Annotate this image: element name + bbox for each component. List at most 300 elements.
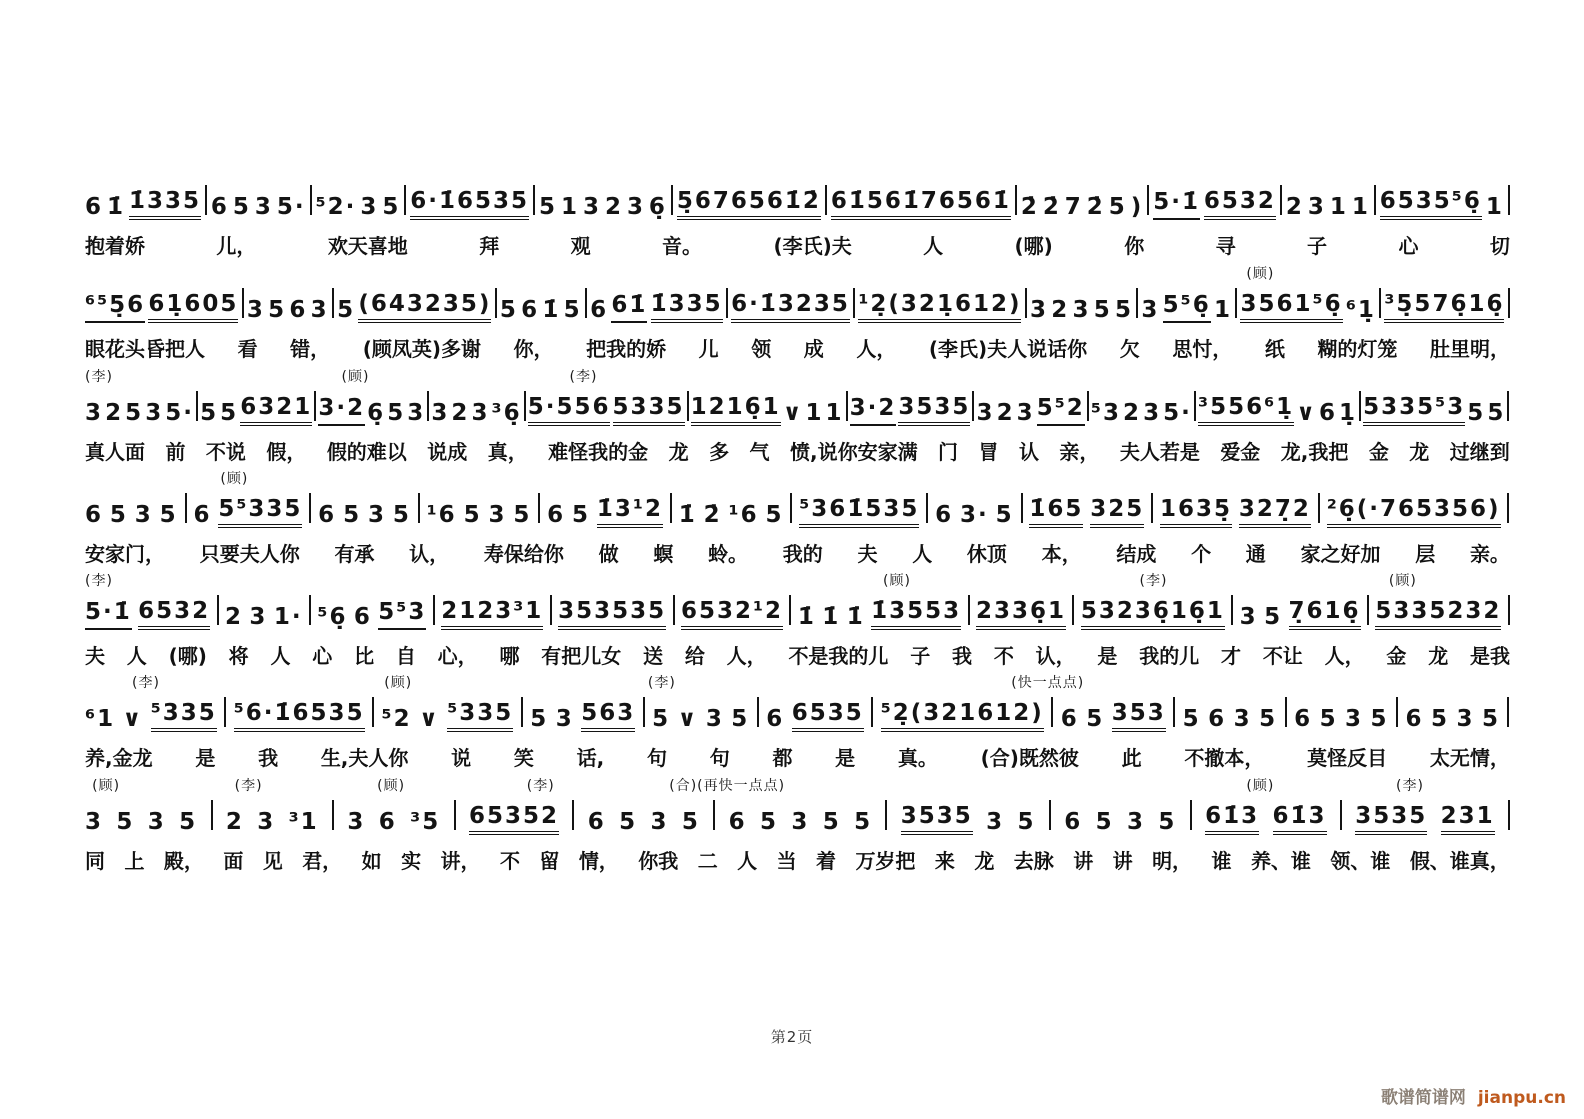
barline: [1367, 595, 1369, 625]
role-label: (李): [1139, 573, 1168, 589]
lyric-word: 同: [85, 849, 105, 873]
note-group: 5: [1487, 399, 1506, 426]
note-group: 5: [337, 296, 356, 323]
lyric-word: 你我: [638, 849, 679, 873]
note-group: 5·1̇: [1153, 190, 1200, 220]
note-group: 6: [1318, 399, 1337, 426]
note-group: 3: [1233, 705, 1252, 732]
watermark: [1381, 1083, 1566, 1108]
note-group: ): [1130, 193, 1144, 220]
lyric-word: 才: [1221, 644, 1242, 668]
note-group: 3: [1143, 399, 1162, 426]
note-group: 5·556: [528, 395, 611, 426]
lyric-word: 给: [684, 644, 705, 668]
barline: [404, 185, 406, 215]
lyric-word: 生,夫人你: [320, 746, 409, 770]
lyric-word: 蛉。: [708, 542, 749, 566]
lyric-word: 实: [401, 849, 422, 873]
note-group: 5: [1108, 193, 1127, 220]
lyric-word: 上: [124, 849, 145, 873]
barline: [1147, 185, 1149, 215]
note-group: 5: [854, 808, 873, 835]
role-label: (李): [569, 369, 598, 385]
system-5: [85, 570, 1510, 669]
lyric-word: 前: [165, 440, 186, 464]
note-group: 3·2: [850, 396, 897, 426]
lyric-word: 结成: [1116, 542, 1157, 566]
lyric-word: 心: [1398, 234, 1419, 258]
lyric-word: 本，: [1041, 542, 1082, 566]
note-group: 6: [1208, 705, 1227, 732]
note-group: 3: [986, 808, 1005, 835]
role-label-row: [85, 775, 1510, 795]
note-group: 5: [1319, 705, 1338, 732]
note-group: 231: [1441, 804, 1495, 835]
note-group: 2: [225, 808, 244, 835]
note-group: 3: [1141, 296, 1160, 323]
note-group: 353535: [558, 599, 666, 630]
note-group: 6: [587, 808, 606, 835]
note-group: ∨: [419, 705, 440, 732]
lyric-word: 夫人若是: [1119, 440, 1200, 464]
barline: [1173, 697, 1175, 727]
system-4: [85, 468, 1510, 567]
role-label: (李): [1396, 778, 1424, 794]
lyric-word: 送: [643, 644, 664, 668]
note-group: ¹6: [426, 501, 457, 528]
note-group: ⁵2·: [315, 193, 357, 220]
note-group: ⁵3: [1090, 399, 1121, 426]
barline: [427, 391, 429, 421]
note-group: 6: [766, 705, 785, 732]
lyric-word: 有承: [334, 542, 375, 566]
notes-line: [85, 180, 1510, 220]
lyric-word: 领、谁: [1330, 849, 1391, 873]
note-group: 5: [1182, 705, 1201, 732]
note-group: 2: [451, 399, 470, 426]
note-group: ⁶⁵5̣6: [85, 293, 145, 323]
lyric-word: 你，: [513, 337, 554, 361]
lyric-word: 层: [1415, 542, 1436, 566]
note-group: 2336̣1: [976, 599, 1066, 630]
lyric-word: 君，: [302, 849, 343, 873]
note-group: 3535: [898, 395, 970, 426]
note-group: 6535: [792, 701, 864, 732]
lyric-word: 去脉: [1013, 849, 1054, 873]
note-group: ⁵2̣(321612): [881, 701, 1044, 732]
barline: [673, 595, 675, 625]
lyric-word: 说: [451, 746, 472, 770]
role-label: (顾): [883, 573, 911, 589]
barline: [185, 493, 187, 523]
lyric-word: 肚里明，: [1430, 337, 1510, 361]
note-group: 5: [995, 501, 1014, 528]
lyric-word: 把我的娇: [586, 337, 667, 361]
note-group: 5: [1093, 296, 1112, 323]
role-label: (顾): [92, 778, 121, 794]
barline: [926, 493, 928, 523]
lyric-word: 来: [934, 849, 955, 873]
barline: [550, 595, 552, 625]
note-group: 5: [1430, 705, 1449, 732]
lyric-word: (李氏)夫: [773, 234, 852, 258]
lyrics-line: [85, 333, 1510, 362]
note-group: ³5̣576̣16̣: [1384, 292, 1504, 323]
lyric-word: 多: [709, 440, 730, 464]
note-group: 3: [1456, 705, 1475, 732]
notes-line: [85, 488, 1510, 528]
barline: [538, 493, 540, 523]
note-group: 5: [463, 501, 482, 528]
barline: [309, 595, 311, 625]
note-group: 1̇: [846, 603, 865, 630]
note-group: 2: [996, 399, 1015, 426]
barline: [757, 697, 759, 727]
note-group: ³6̣: [491, 399, 522, 426]
lyric-word: 明，: [1152, 849, 1193, 873]
notes-line: [85, 590, 1510, 630]
note-group: ∨: [1296, 399, 1317, 426]
note-group: 3: [145, 399, 164, 426]
note-group: 3: [1239, 603, 1258, 630]
note-group: 1̇3¹2: [597, 497, 663, 528]
lyric-word: 认，: [1035, 644, 1076, 668]
barline: [1507, 391, 1509, 421]
note-group: 3: [257, 808, 276, 835]
lyric-word: 糊的灯笼: [1317, 337, 1398, 361]
lyric-word: 不让: [1262, 644, 1303, 668]
lyric-word: 气: [749, 440, 770, 464]
barline: [1025, 288, 1027, 318]
note-group: 5: [1467, 399, 1486, 426]
lyric-word: 欠: [1119, 337, 1140, 361]
note-group: 5⁵335: [218, 497, 302, 528]
lyric-word: 金: [1368, 440, 1389, 464]
lyric-word: 欢天喜地: [327, 234, 408, 258]
note-group: 353: [1112, 701, 1166, 732]
lyrics-line: [85, 640, 1510, 669]
note-group: 5335: [613, 395, 685, 426]
note-group: 5: [1481, 705, 1500, 732]
role-label: (李): [85, 573, 113, 589]
watermark-link[interactable]: jianpu.cn: [1477, 1088, 1566, 1108]
note-group: ∨: [122, 705, 144, 732]
note-group: 6532: [1204, 189, 1276, 220]
role-label: (顾): [1388, 573, 1417, 589]
lyric-word: 不: [499, 849, 520, 873]
barline: [1318, 493, 1320, 523]
note-group: 3: [626, 193, 645, 220]
lyric-word: 儿: [698, 337, 719, 361]
note-group: 3: [1016, 399, 1035, 426]
barline: [372, 697, 374, 727]
lyric-word: 哪: [499, 644, 520, 668]
lyric-word: 亲，: [1059, 440, 1100, 464]
lyric-word: 真，: [487, 440, 528, 464]
lyric-word: 看: [237, 337, 258, 361]
barline: [643, 697, 645, 727]
note-group: 1̇: [542, 296, 561, 323]
lyric-word: 自: [395, 644, 416, 668]
note-group: 5: [200, 399, 219, 426]
note-group: 3: [791, 808, 810, 835]
barline: [1190, 800, 1192, 830]
note-group: 3535: [901, 804, 973, 835]
page-number: 第2页: [770, 1028, 814, 1046]
lyric-word: 难怪我的金: [548, 440, 649, 464]
lyric-word: 爱金: [1220, 440, 1261, 464]
lyric-word: 当: [776, 849, 797, 873]
note-group: 5: [179, 808, 198, 835]
note-group: 5: [343, 501, 362, 528]
note-group: 3: [347, 808, 366, 835]
note-group: 5: [232, 193, 251, 220]
lyric-word: 人: [737, 849, 758, 873]
lyric-word: 龙: [668, 440, 689, 464]
barline: [211, 800, 213, 830]
note-group: ⁵6̣: [317, 603, 348, 630]
note-group: 5: [1264, 603, 1283, 630]
note-group: 325: [1090, 497, 1144, 528]
note-group: 5: [387, 399, 406, 426]
barline: [789, 595, 791, 625]
lyric-word: 假的难以: [326, 440, 407, 464]
lyric-word: 夫: [857, 542, 878, 566]
note-group: 3: [249, 603, 268, 630]
barline: [1049, 800, 1051, 830]
note-group: 2: [604, 193, 623, 220]
barline: [572, 800, 574, 830]
note-group: 3: [360, 193, 379, 220]
lyric-word: 人: [923, 234, 944, 258]
barline: [871, 697, 873, 727]
barline: [1374, 185, 1376, 215]
lyric-word: 音。: [662, 234, 703, 258]
note-group: 5·: [165, 399, 194, 426]
barline: [1015, 185, 1017, 215]
notes-line: [85, 386, 1510, 426]
role-label: (顾): [1246, 266, 1275, 282]
note-group: ³556⁶1̣: [1198, 395, 1294, 426]
lyric-word: 门: [938, 440, 959, 464]
note-group: 6: [935, 501, 954, 528]
note-group: 5: [563, 296, 582, 323]
note-group: 1: [1485, 193, 1504, 220]
lyric-word: 做: [598, 542, 619, 566]
note-group: 1̇335: [651, 292, 723, 323]
note-group: 5: [1017, 808, 1036, 835]
note-group: 5: [513, 501, 532, 528]
note-group: 6: [85, 193, 104, 220]
note-group: 6̣: [648, 193, 667, 220]
note-group: 1̣: [1339, 399, 1358, 426]
barline: [1136, 288, 1138, 318]
lyrics-line: [85, 230, 1510, 259]
note-group: 2: [224, 603, 243, 630]
note-group: 5: [109, 501, 128, 528]
lyric-word: 是: [195, 746, 216, 770]
note-group: 5: [1086, 705, 1105, 732]
barline: [309, 493, 311, 523]
note-group: 5·: [1163, 399, 1192, 426]
note-group: 6: [289, 296, 308, 323]
system-1: [85, 160, 1510, 259]
lyric-word: 养、谁: [1250, 849, 1311, 873]
barline: [495, 288, 497, 318]
note-group: 61̇561̇76561̇: [831, 189, 1011, 220]
note-group: 3: [1127, 808, 1146, 835]
system-7: [85, 775, 1510, 874]
notes-line: [85, 283, 1510, 323]
note-group: 2̇: [1020, 193, 1039, 220]
note-group: 1̇: [106, 193, 125, 220]
role-label: (顾): [377, 778, 406, 794]
note-group: 1·: [273, 603, 303, 630]
lyric-word: 不撤本，: [1184, 746, 1265, 770]
barline: [1507, 697, 1509, 727]
lyric-word: (顾凤英)多谢: [362, 337, 481, 361]
lyric-word: 此: [1121, 746, 1142, 770]
lyric-word: 情，: [578, 849, 619, 873]
lyric-word: 都: [772, 746, 793, 770]
lyrics-line: [85, 538, 1510, 567]
note-group: 5̣676561̇2̇: [677, 189, 821, 220]
note-group: 5: [1114, 296, 1133, 323]
lyric-word: 夫: [85, 644, 105, 668]
barline: [1508, 185, 1510, 215]
note-group: 5335232: [1375, 599, 1501, 630]
note-group: 5: [1259, 705, 1278, 732]
lyric-word: 讲: [1073, 849, 1094, 873]
lyric-word: 冒: [978, 440, 999, 464]
note-group: 6: [521, 296, 540, 323]
note-group: 5: [765, 501, 784, 528]
lyric-word: 螟: [653, 542, 674, 566]
note-group: 6: [590, 296, 609, 323]
barline: [1072, 595, 1074, 625]
barline: [1021, 493, 1023, 523]
note-group: 5: [822, 808, 841, 835]
barline: [790, 493, 792, 523]
barline: [1508, 595, 1510, 625]
note-group: 6: [193, 501, 212, 528]
lyric-word: 太无情，: [1429, 746, 1510, 770]
lyric-word: 讲: [1112, 849, 1133, 873]
note-group: 3: [1307, 193, 1326, 220]
lyric-word: 你: [1124, 234, 1145, 258]
lyric-word: 句: [709, 746, 730, 770]
note-group: 3: [976, 399, 995, 426]
role-label: (合)(再快一点点): [669, 778, 786, 794]
lyric-word: 心，: [437, 644, 478, 668]
note-group: 5: [731, 705, 750, 732]
barline: [825, 185, 827, 215]
note-group: 3: [85, 399, 104, 426]
lyric-word: 莫怪反目: [1307, 746, 1388, 770]
lyric-word: 人: [912, 542, 933, 566]
lyric-word: 子: [910, 644, 931, 668]
note-group: 5: [392, 501, 411, 528]
lyric-word: 领: [751, 337, 772, 361]
note-group: 61̇3: [1273, 804, 1327, 835]
note-group: 1: [1329, 193, 1348, 220]
note-group: 3: [555, 705, 574, 732]
lyric-word: 万岁把: [855, 849, 916, 873]
barline: [332, 800, 334, 830]
lyric-word: 拜: [479, 234, 500, 258]
note-group: 5: [572, 501, 591, 528]
lyric-word: 人，: [856, 337, 897, 361]
note-group: 3: [471, 399, 490, 426]
note-group: 1: [805, 399, 824, 426]
note-group: 1̇65: [1029, 497, 1083, 528]
note-group: 1̇335: [129, 189, 201, 220]
note-group: 1: [560, 193, 579, 220]
lyric-word: 笑: [513, 746, 534, 770]
lyric-word: 假，: [266, 440, 307, 464]
barline: [1507, 493, 1509, 523]
role-label: (顾): [220, 471, 249, 487]
note-group: 1: [1351, 193, 1370, 220]
barline: [242, 288, 244, 318]
note-group: 61̇3: [1205, 804, 1259, 835]
note-group: 5: [759, 808, 778, 835]
role-label-row: [85, 366, 1510, 386]
note-group: 7: [1064, 193, 1083, 220]
barline: [1280, 185, 1282, 215]
note-group: 5⁵2: [1037, 396, 1085, 426]
barline: [224, 697, 226, 727]
note-group: 5·1̇: [85, 600, 132, 630]
lyric-word: 二: [697, 849, 718, 873]
note-group: 5: [530, 705, 549, 732]
lyric-word: 我的: [782, 542, 823, 566]
note-group: 1: [1214, 296, 1233, 323]
lyric-word: 安家门，: [85, 542, 165, 566]
note-group: 1̇3553: [871, 599, 961, 630]
barline: [217, 595, 219, 625]
lyric-word: 是我: [1470, 644, 1510, 668]
note-group: 65352: [469, 804, 559, 835]
lyric-word: 观: [570, 234, 591, 258]
lyrics-line: [85, 742, 1510, 771]
note-group: (643235): [358, 292, 491, 323]
barline: [1379, 288, 1381, 318]
note-group: 6: [318, 501, 337, 528]
note-group: 3: [1029, 296, 1048, 323]
lyric-word: 过继到: [1449, 440, 1510, 464]
note-group: 1216̣1: [691, 395, 781, 426]
role-label-row: [85, 263, 1510, 283]
note-group: 6: [353, 603, 372, 630]
note-group: 3: [488, 501, 507, 528]
barline: [533, 185, 535, 215]
lyric-word: 句: [646, 746, 667, 770]
role-label: (李): [647, 675, 676, 691]
lyric-word: 龙: [1409, 440, 1430, 464]
lyric-word: 纸: [1264, 337, 1285, 361]
note-group: 2: [1123, 399, 1142, 426]
barline: [1285, 697, 1287, 727]
notes-line: [85, 692, 1510, 732]
lyric-word: 人: [270, 644, 291, 668]
barline: [196, 391, 198, 421]
barline: [1151, 493, 1153, 523]
note-group: 3561⁵6̣: [1240, 292, 1342, 323]
note-group: ∨: [782, 399, 804, 426]
note-group: 563: [581, 701, 635, 732]
note-group: ³1: [288, 808, 319, 835]
